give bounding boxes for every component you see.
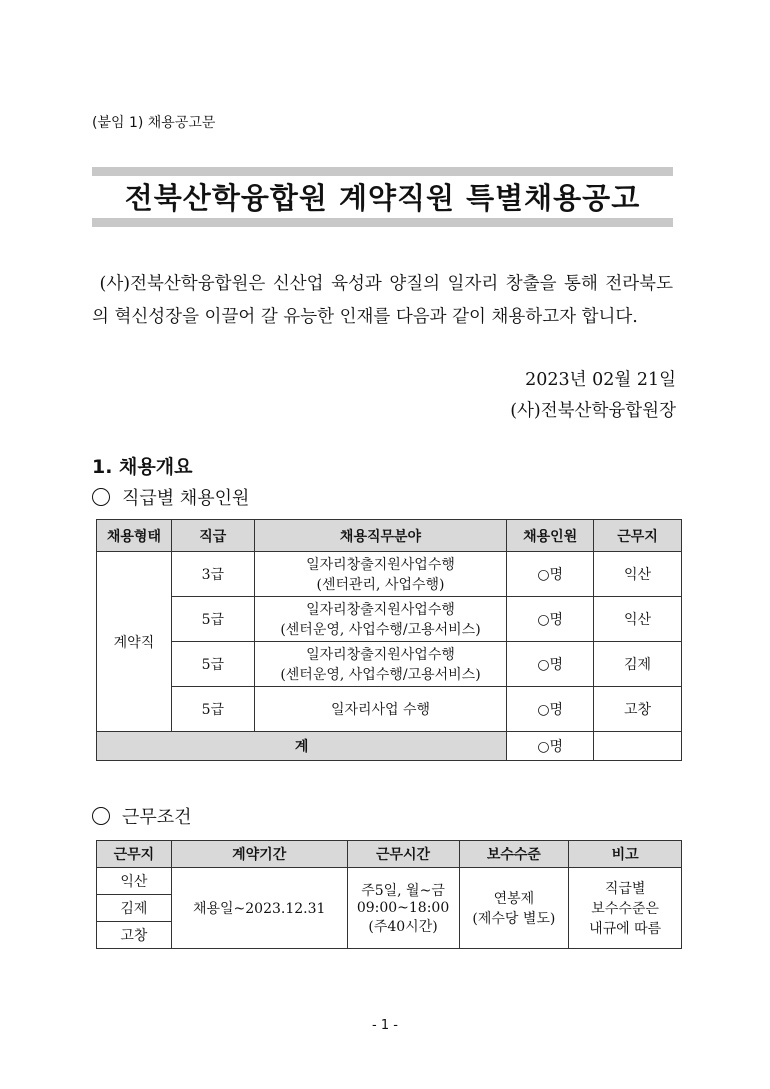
table-header-row — [97, 520, 682, 552]
total-empty-cell — [594, 732, 682, 761]
place-cell: 고창 — [97, 922, 172, 949]
header-cell: 계약기간 — [171, 841, 347, 868]
table-row — [97, 642, 682, 687]
header-cell: 근무지 — [594, 520, 682, 552]
header-cell: 근무지 — [97, 841, 172, 868]
title-bottom-bar — [92, 218, 673, 227]
employment-type-cell: 계약직 — [97, 552, 172, 732]
grade-cell: 5급 — [171, 642, 254, 687]
duty-cell: 일자리창출지원사업수행 (센터운영, 사업수행/고용서비스) — [254, 642, 507, 687]
place-cell: 김제 — [97, 895, 172, 922]
attachment-label: (붙임 1) 채용공고문 — [92, 115, 216, 131]
hours-cell: 주5일, 월~금 09:00~18:00 (주40시간) — [347, 868, 459, 949]
grade-cell: 5급 — [171, 597, 254, 642]
header-cell: 채용직무분야 — [254, 520, 507, 552]
duty-cell: 일자리창출지원사업수행 (센터운영, 사업수행/고용서비스) — [254, 597, 507, 642]
grade-cell: 5급 — [171, 687, 254, 732]
place-cell: 김제 — [594, 642, 682, 687]
header-cell: 근무시간 — [347, 841, 459, 868]
header-cell: 채용형태 — [97, 520, 172, 552]
conditions-table — [96, 840, 682, 949]
place-cell: 익산 — [97, 868, 172, 895]
count-cell: ○명 — [507, 642, 594, 687]
section-heading: 1. 채용개요 — [92, 456, 193, 478]
total-row — [97, 732, 682, 761]
title-top-bar — [92, 167, 673, 176]
subsection-heading: 직급별 채용인원 — [92, 484, 249, 510]
period-cell: 채용일~2023.12.31 — [171, 868, 347, 949]
total-count-cell: ○명 — [507, 732, 594, 761]
header-cell: 채용인원 — [507, 520, 594, 552]
table-row — [97, 552, 682, 597]
total-label-cell: 계 — [97, 732, 507, 761]
place-cell: 익산 — [594, 552, 682, 597]
table-row — [97, 597, 682, 642]
duty-cell: 일자리사업 수행 — [254, 687, 507, 732]
grade-cell: 3급 — [171, 552, 254, 597]
recruitment-table — [96, 519, 682, 761]
table-row — [97, 687, 682, 732]
circle-bullet-icon — [92, 488, 110, 506]
page-number: - 1 - — [372, 1018, 398, 1033]
table-header-row — [97, 841, 682, 868]
header-cell: 직급 — [171, 520, 254, 552]
table-row — [97, 868, 682, 895]
note-cell: 직급별 보수수준은 내규에 따름 — [569, 868, 682, 949]
pay-cell: 연봉제 (제수당 별도) — [459, 868, 569, 949]
count-cell: ○명 — [507, 687, 594, 732]
place-cell: 고창 — [594, 687, 682, 732]
count-cell: ○명 — [507, 597, 594, 642]
header-cell: 보수수준 — [459, 841, 569, 868]
place-cell: 익산 — [594, 597, 682, 642]
count-cell: ○명 — [507, 552, 594, 597]
header-cell: 비고 — [569, 841, 682, 868]
circle-bullet-icon — [92, 807, 110, 825]
duty-cell: 일자리창출지원사업수행 (센터관리, 사업수행) — [254, 552, 507, 597]
intro-paragraph: (사)전북산학융합원은 신산업 육성과 양질의 일자리 창출을 통해 전라북도의 혁신성장을 이끌어 갈 유능한 인재를 다음과 같이 채용하고자 합니다. — [92, 274, 673, 327]
signer: (사)전북산학융합원장 — [510, 401, 676, 421]
subsection-heading: 근무조건 — [92, 803, 192, 829]
announcement-date: 2023년 02월 21일 — [525, 370, 676, 390]
page-title: 전북산학융합원 계약직원 특별채용공고 — [124, 181, 641, 215]
